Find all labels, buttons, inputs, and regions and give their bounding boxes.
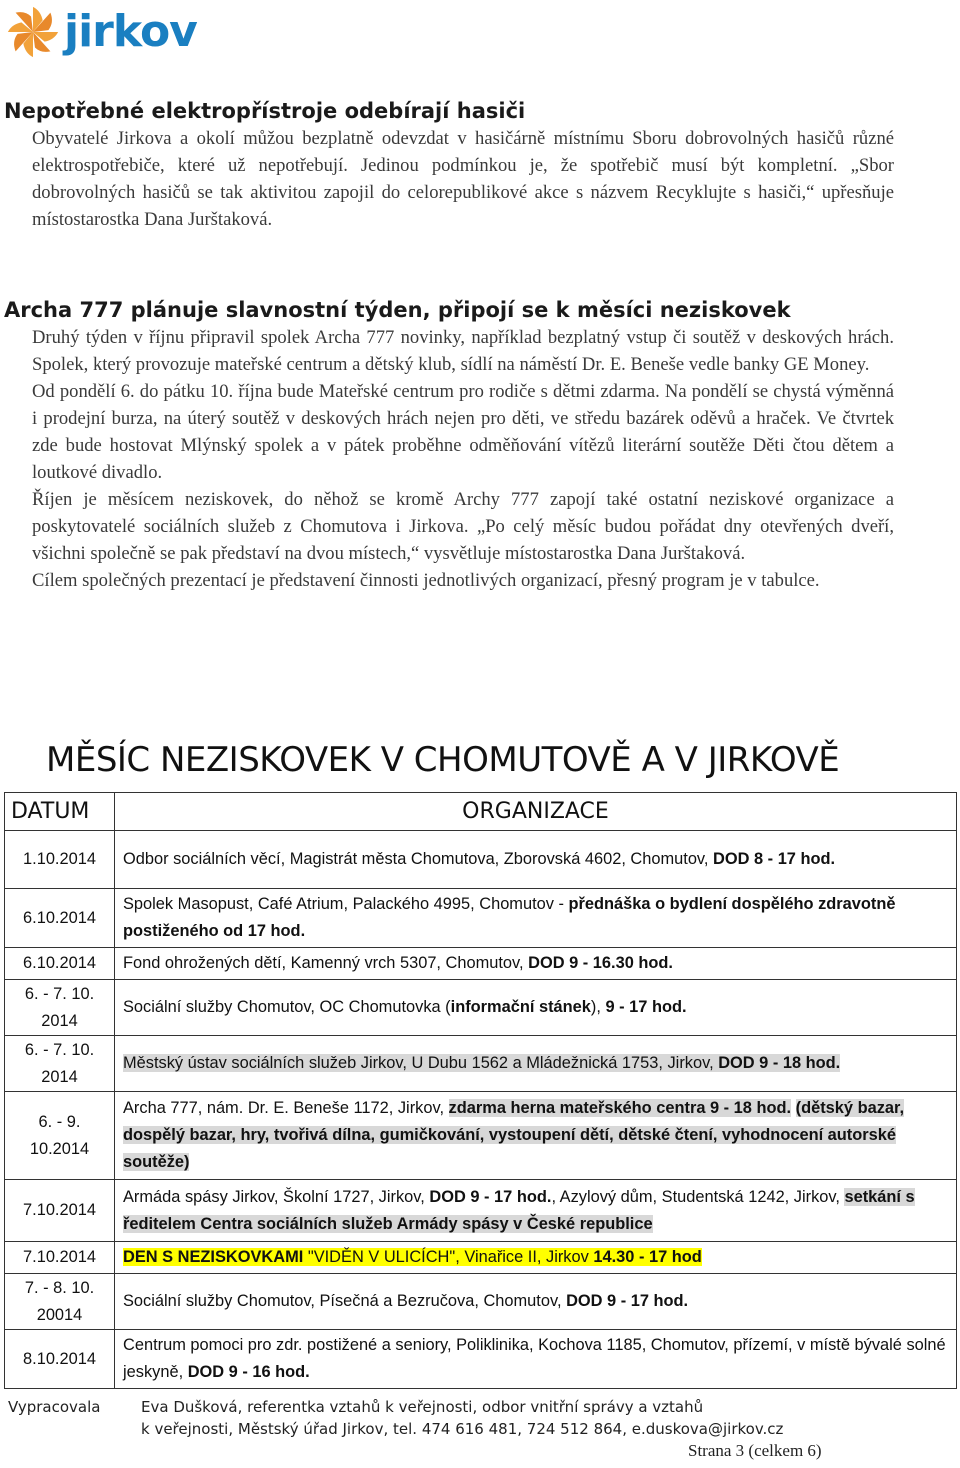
row-org (115, 1274, 957, 1330)
row-date: 7.10.2014 (5, 1242, 115, 1274)
table-row (5, 1036, 957, 1092)
article2-paragraph-4: Cílem společných prezentací je představení činnosti jednotlivých organizací, přesný program je v tabulce. (32, 570, 820, 591)
page-number: Strana 3 (celkem 6) (688, 1441, 822, 1460)
article-archa (4, 296, 894, 594)
org-bold: DOD 9 - 16.30 hod. (528, 954, 673, 972)
article2-paragraph-3: Říjen je měsícem neziskovek, do něhož se kromě Archy 777 zapojí také ostatní neziskové organizace a poskytovatelé sociálních služeb z Chomutova i Jirkova. „Po celý měsíc budou pořádat dny otevřených dveří, všichni společně se pak představí na dvou místech,“ vysvětluje místostarostka Dana Jurštaková. (32, 489, 894, 564)
org-bold: DOD 9 - 17 hod. (429, 1187, 552, 1206)
article2-paragraph-2: Od pondělí 6. do pátku 10. října bude Mateřské centrum pro rodiče s dětmi zdarma. Na pondělí se chystá výměnná i prodejní burza, na úterý soutěž v deskových hrách nejen pro děti, ve středu bazárek oděvů a hraček. Ve čtvrtek zde bude hostovat Mlýnský spolek a v pátek proběhne odměňování vítězů literární soutěže Děti čtou dětem a loutkové divadlo. (32, 381, 894, 483)
row-org (115, 889, 957, 948)
article-electro (4, 97, 894, 233)
jirkov-logo-mark-icon (4, 3, 62, 61)
org-bold: přednáška o bydlení dospělého zdravotně postiženého od 17 hod. (123, 895, 896, 940)
table-row (5, 1180, 957, 1242)
org-bold: setkání s ředitelem Centra sociálních služeb Armády spásy v České republice (123, 1187, 915, 1233)
org-text: Městský ústav sociálních služeb Jirkov, U Dubu 1562 a Mládežnická 1753, Jirkov, (123, 1054, 719, 1072)
jirkov-logo (4, 2, 197, 62)
table-row (5, 1242, 957, 1274)
row-date: 1.10.2014 (5, 831, 115, 889)
org-bold-detail: (dětský bazar, dospělý bazar, hry, tvořivá dílna, gumičkování, vystoupení dětí, dětské čtení, vyhodnocení autorské soutěže) (123, 1099, 905, 1171)
article2-body (32, 324, 894, 594)
table-header-row (5, 793, 957, 831)
row-date: 6.10.2014 (5, 889, 115, 948)
row-org (115, 1092, 957, 1180)
table-row (5, 948, 957, 980)
footer-line-2: k veřejnosti, Městský úřad Jirkov, tel. 474 616 481, 724 512 864, e.duskova@jirkov.cz (141, 1420, 784, 1438)
footer-label: Vypracovala (8, 1398, 101, 1416)
row-org (115, 1180, 957, 1242)
row-date: 7.10.2014 (5, 1180, 115, 1242)
article2-paragraph-1: Druhý týden v říjnu připravil spolek Archa 777 novinky, například bezplatný vstup či soutěž v deskových hrách. Spolek, který provozuje mateřské centrum a dětský klub, sídlí na náměstí Dr. E. Beneše vedle banky GE Money. (32, 327, 894, 375)
org-text: , Azylový dům, Studentská 1242, Jirkov, (551, 1187, 845, 1206)
org-bold: DOD 9 - 17 hod. (566, 1292, 689, 1310)
org-bold: informační stánek (450, 998, 591, 1016)
program-table (4, 792, 957, 1389)
row-date: 6. - 7. 10. 2014 (5, 1036, 115, 1092)
org-text: Sociální služby Chomutov, OC Chomutovka ( (123, 998, 451, 1016)
article1-body (32, 125, 894, 233)
article1-headline: Nepotřebné elektropřístroje odebírají hasiči (4, 99, 526, 123)
org-bold: DOD 8 - 17 hod. (713, 850, 836, 868)
table-row (5, 831, 957, 889)
row-org (115, 1330, 957, 1389)
org-bold: 9 - 17 hod. (605, 998, 687, 1016)
row-date: 6. - 9. 10.2014 (5, 1092, 115, 1180)
table-title: MĚSÍC NEZISKOVEK V CHOMUTOVĚ A V JIRKOVĚ (46, 740, 840, 780)
org-text: Odbor sociálních věcí, Magistrát města Chomutova, Zborovská 4602, Chomutov, (123, 850, 714, 868)
row-org (115, 1242, 957, 1274)
org-bold: zdarma herna mateřského centra 9 - 18 hod. (448, 1099, 792, 1117)
org-text: Fond ohrožených dětí, Kamenný vrch 5307, Chomutov, (123, 954, 529, 972)
row-org (115, 831, 957, 889)
org-text: Spolek Masopust, Café Atrium, Palackého 4995, Chomutov - (123, 895, 569, 913)
org-text: Sociální služby Chomutov, Písečná a Bezručova, Chomutov, (123, 1292, 567, 1310)
col-header-date: DATUM (5, 793, 115, 831)
table-row (5, 889, 957, 948)
row-org (115, 948, 957, 980)
table-row (5, 1274, 957, 1330)
row-date: 7. - 8. 10. 20014 (5, 1274, 115, 1330)
org-text: Centrum pomoci pro zdr. postižené a seniory, Poliklinika, Kochova 1185, Chomutov, přízemí, v místě bývalé solné jeskyně, (123, 1336, 946, 1381)
org-text: Armáda spásy Jirkov, Školní 1727, Jirkov, (123, 1187, 430, 1206)
table-row (5, 980, 957, 1036)
row-org (115, 1036, 957, 1092)
org-text: Archa 777, nám. Dr. E. Beneše 1172, Jirkov, (123, 1099, 449, 1117)
footer-contact (141, 1396, 861, 1440)
footer-line-1: Eva Dušková, referentka vztahů k veřejnosti, odbor vnitřní správy a vztahů (141, 1398, 704, 1416)
table-row (5, 1330, 957, 1389)
org-text: "VIDĚN V ULICÍCH", Vinařice II, Jirkov (307, 1248, 594, 1266)
row-date: 8.10.2014 (5, 1330, 115, 1389)
org-bold: DEN S NEZISKOVKAMI (123, 1248, 308, 1266)
article1-paragraph: Obyvatelé Jirkova a okolí můžou bezplatně odevzdat v hasičárně místnímu Sboru dobrovolných hasičů různé elektrospotřebiče, které už nepotřebují. Jedinou podmínkou je, že spotřebič musí být kompletní. „Sbor dobrovolných hasičů se tak aktivitou zapojil do celorepublikové akce s názvem Recyklujte s hasiči,“ upřesňuje místostarostka Dana Jurštaková. (32, 128, 894, 230)
org-bold: DOD 9 - 16 hod. (187, 1363, 310, 1381)
org-bold: DOD 9 - 18 hod. (718, 1054, 841, 1072)
article2-headline: Archa 777 plánuje slavnostní týden, připojí se k měsíci neziskovek (4, 298, 791, 322)
table-row (5, 1092, 957, 1180)
org-bold: 14.30 - 17 hod (593, 1248, 702, 1266)
org-highlight (123, 1248, 702, 1266)
col-header-org: ORGANIZACE (115, 793, 957, 831)
row-date: 6.10.2014 (5, 948, 115, 980)
row-date: 6. - 7. 10. 2014 (5, 980, 115, 1036)
org-text: ), (590, 998, 606, 1016)
logo-text: jirkov (64, 6, 197, 57)
row-org (115, 980, 957, 1036)
